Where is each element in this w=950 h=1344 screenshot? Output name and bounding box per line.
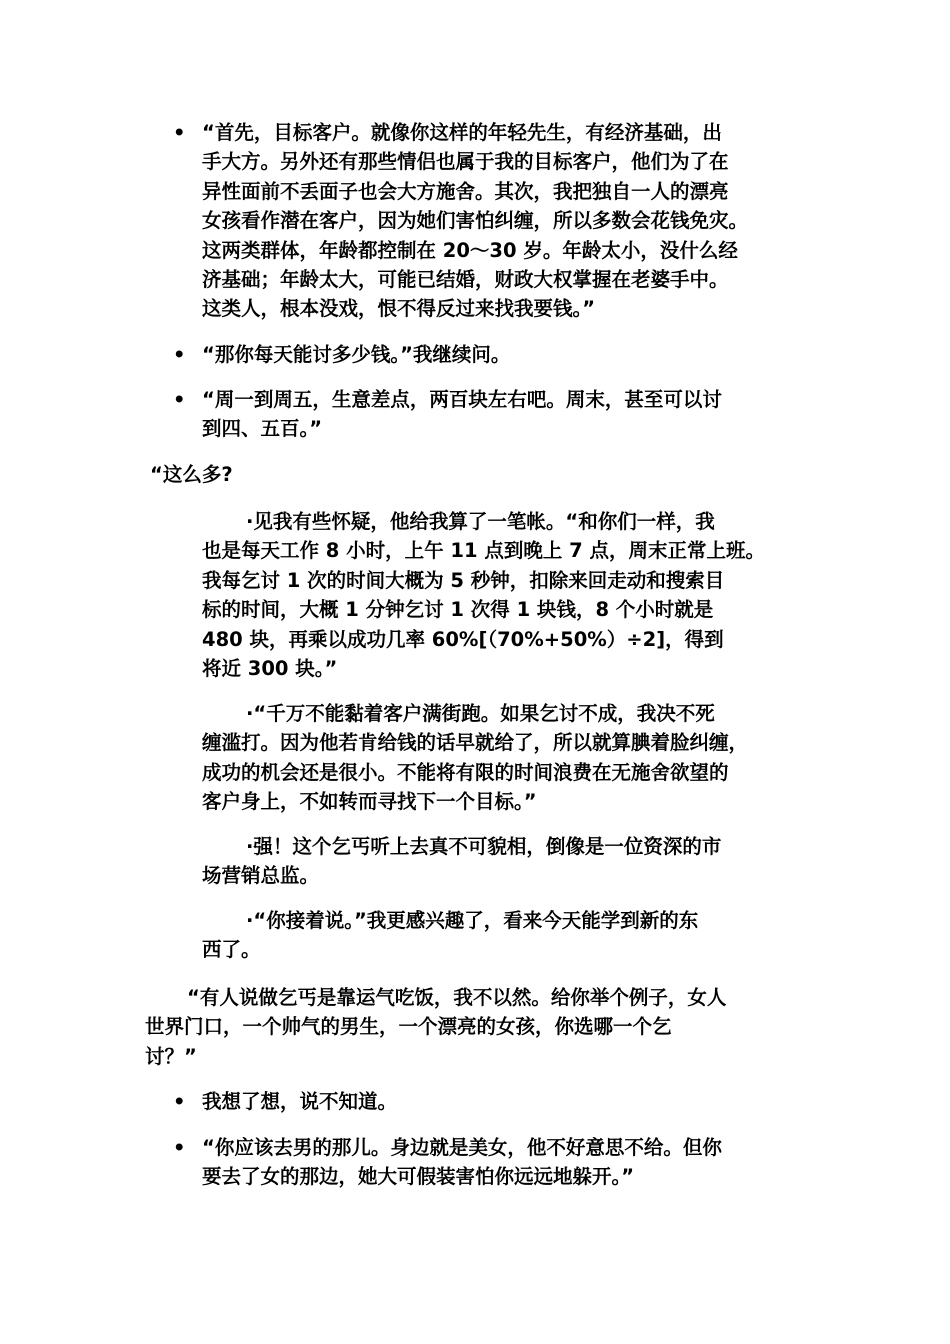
text-line: 成功的机会还是很小。不能将有限的时间浪费在无施舍欲望的 bbox=[202, 760, 729, 784]
text-line: 将近 300 块。” bbox=[202, 657, 338, 681]
text-line: 异性面前不丢面子也会大方施舍。其次，我把独自一人的漂亮 bbox=[202, 179, 729, 203]
text-line: 我每乞讨 1 次的时间大概为 5 秒钟，扣除来回走动和搜索目 bbox=[202, 568, 725, 592]
paragraph-so-much bbox=[150, 460, 233, 489]
text-line: 标的时间，大概 1 分钟乞讨 1 次得 1 块钱，8 个小时就是 bbox=[202, 598, 714, 622]
paragraph-go-on bbox=[202, 906, 698, 965]
text-line: “这么多? bbox=[150, 463, 233, 486]
text-line: 要去了女的那边，她大可假装害怕你远远地躲开。” bbox=[202, 1165, 635, 1189]
text-line: ·见我有些怀疑，他给我算了一笔帐。“和你们一样，我 bbox=[246, 510, 715, 533]
text-line: “周一到周五，生意差点，两百块左右吧。周末，甚至可以讨 bbox=[202, 388, 722, 411]
text-line: 场营销总监。 bbox=[202, 864, 320, 888]
paragraph-no-pestering bbox=[202, 699, 748, 817]
text-line: ·强！这个乞丐听上去真不可貌相，倒像是一位资深的市 bbox=[246, 835, 722, 858]
bullet-marker bbox=[173, 1087, 185, 1116]
bullet-marker bbox=[173, 1133, 185, 1162]
text-line: “首先，目标客户。就像你这样的年轻先生，有经济基础，出 bbox=[202, 121, 722, 144]
text-line: 480 块，再乘以成功几率 60%[（70%+50%）÷2]，得到 bbox=[202, 627, 724, 651]
text-line: 世界门口，一个帅气的男生，一个漂亮的女孩，你选哪一个乞 bbox=[145, 1015, 672, 1039]
bullet-marker bbox=[173, 118, 185, 147]
paragraph-luck-example bbox=[145, 983, 726, 1071]
paragraph-dont-know bbox=[202, 1087, 397, 1116]
paragraph-marketing-director bbox=[202, 832, 721, 891]
text-line: 女孩看作潜在客户，因为她们害怕纠缠，所以多数会花钱免灾。 bbox=[202, 209, 749, 233]
text-line: 我想了想，说不知道。 bbox=[202, 1090, 398, 1113]
text-line: 也是每天工作 8 小时，上午 11 点到晚上 7 点，周末正常上班。 bbox=[202, 539, 766, 563]
text-line: “那你每天能讨多少钱。”我继续问。 bbox=[202, 343, 511, 366]
text-line: 客户身上，不如转而寻找下一个目标。” bbox=[202, 790, 537, 814]
text-line: 济基础；年龄太大，可能已结婚，财政大权掌握在老婆手中。 bbox=[202, 268, 729, 292]
text-line: 讨？” bbox=[145, 1044, 197, 1068]
text-line: 到四、五百。” bbox=[202, 417, 323, 441]
paragraph-weekday-weekend bbox=[202, 385, 722, 444]
bullet-marker bbox=[173, 385, 185, 414]
paragraph-go-to-man bbox=[202, 1133, 722, 1192]
paragraph-calculation bbox=[202, 507, 765, 683]
text-line: 这类人，根本没戏，恨不得反过来找我要钱。” bbox=[202, 297, 596, 321]
paragraph-target-customers bbox=[202, 118, 748, 324]
text-line: “你应该去男的那儿。身边就是美女，他不好意思不给。但你 bbox=[202, 1136, 722, 1159]
text-line: ·“你接着说。”我更感兴趣了，看来今天能学到新的东 bbox=[246, 909, 699, 932]
text-line: ·“千万不能黏着客户满街跑。如果乞讨不成，我决不死 bbox=[246, 702, 715, 725]
text-line: 缠滥打。因为他若肯给钱的话早就给了，所以就算腆着脸纠缠， bbox=[202, 731, 749, 755]
text-line: 西了。 bbox=[202, 938, 261, 962]
paragraph-daily-income-question bbox=[202, 340, 510, 369]
bullet-marker bbox=[173, 340, 185, 369]
text-line: 这两类群体，年龄都控制在 20～30 岁。年龄太小，没什么经 bbox=[202, 238, 738, 262]
text-line: 手大方。另外还有那些情侣也属于我的目标客户，他们为了在 bbox=[202, 150, 729, 174]
text-line: “有人说做乞丐是靠运气吃饭，我不以然。给你举个例子，女人 bbox=[187, 986, 727, 1009]
